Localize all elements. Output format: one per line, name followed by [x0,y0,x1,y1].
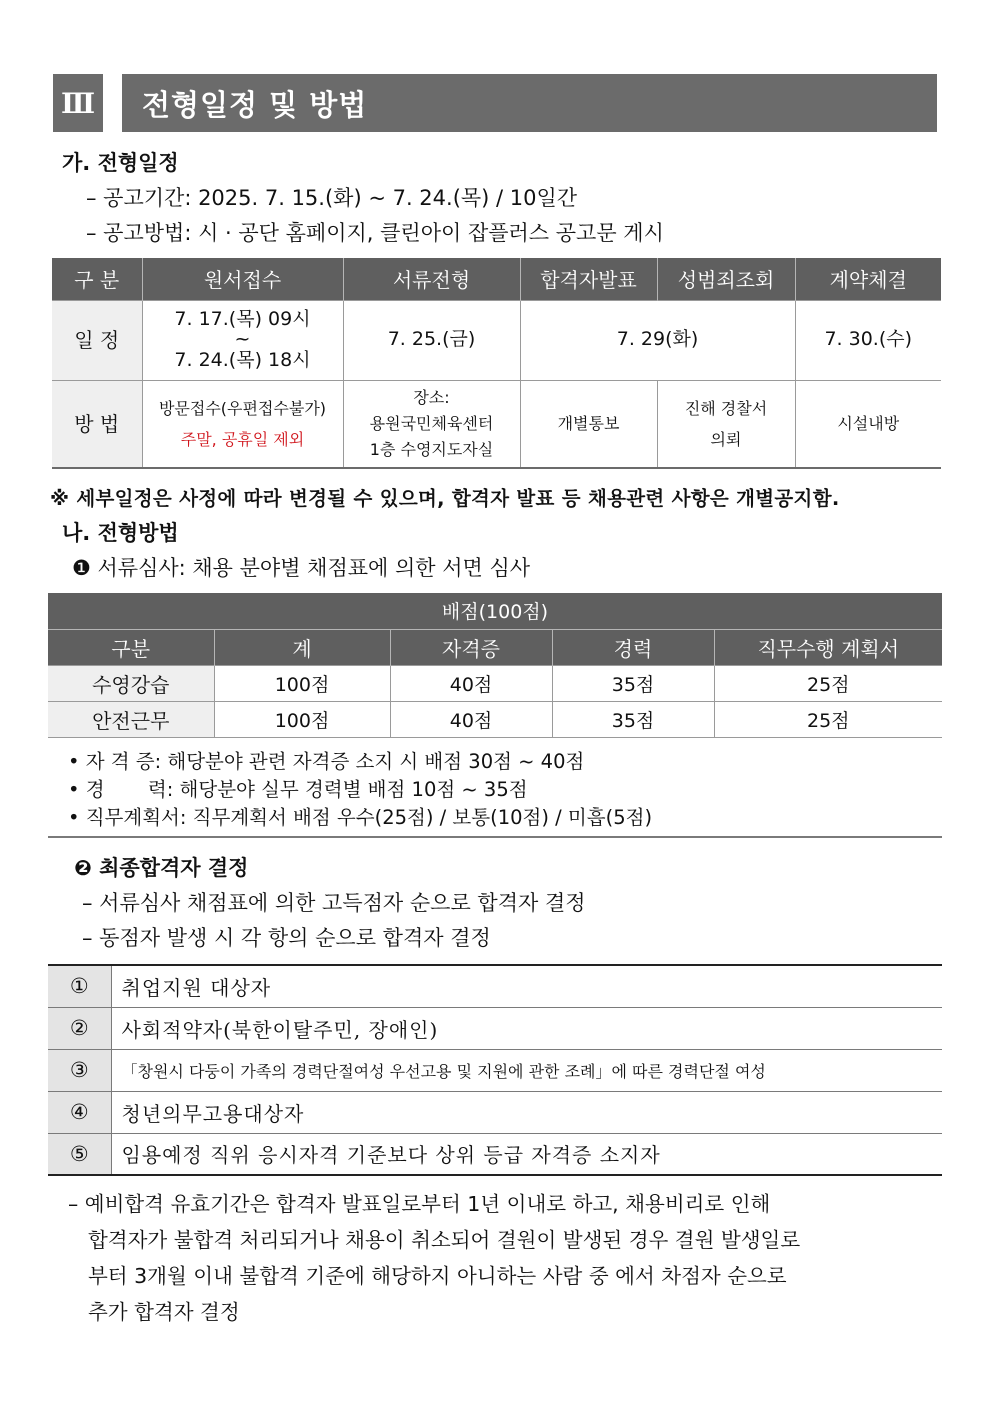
check-method [657,380,795,468]
reserve-line: 부터 3개월 이내 불합격 기준에 해당하지 아니하는 사람 중 에서 차점자 순으로 [88,1264,787,1288]
score-cell: 100점 [214,665,390,701]
row-label-schedule: 일 정 [52,300,142,380]
step1-document-review: ❶ 서류심사: 채용 분야별 채점표에 의한 서면 심사 [72,556,531,580]
announce-method: 개별통보 [520,380,657,468]
priority-number: ④ [48,1091,111,1133]
score-cell: 40점 [390,701,552,737]
receipt-dates [142,300,343,380]
score-cell: 35점 [552,665,714,701]
contract-method: 시설내방 [795,380,941,468]
step2-line-tie: – 동점자 발생 시 각 항의 순으로 합격자 결정 [82,926,491,950]
row-label-method: 방 법 [52,380,142,468]
step2-line-score: – 서류심사 채점표에 의한 고득점자 순으로 합격자 결정 [82,891,586,915]
check-method-line1: 진해 경찰서 [684,398,768,418]
reserve-line: 추가 합격자 결정 [88,1300,240,1324]
score-header-license: 자격증 [390,629,552,665]
reserve-line: – 예비합격 유효기간은 합격자 발표일로부터 1년 이내로 하고, 채용비리로 인해 [68,1192,771,1216]
contract-date: 7. 30.(수) [795,300,941,380]
document-place-label: 장소: [413,388,450,408]
priority-row [48,965,942,1007]
score-cell: 35점 [552,701,714,737]
score-header-category: 구분 [48,629,214,665]
receipt-end: 7. 24.(목) 18시 [174,348,311,371]
schedule-table [52,258,941,469]
score-header-total: 계 [214,629,390,665]
priority-text: 「창원시 다둥이 가족의 경력단절여성 우선고용 및 지원에 관한 조례」에 따른 경력단절 여성 [121,1061,766,1081]
score-cell: 수영강습 [48,665,214,701]
score-row [48,701,942,737]
schedule-header-row [52,258,941,300]
receipt-method [142,380,343,468]
score-title-row [48,593,942,629]
header-contract: 계약체결 [795,258,941,300]
score-cell: 안전근무 [48,701,214,737]
priority-text: 임용예정 직위 응시자격 기준보다 상위 등급 자격증 소지자 [121,1143,661,1168]
document-place-name: 용원국민체육센터 [369,413,494,433]
priority-text: 청년의무고용대상자 [121,1101,305,1126]
bullet-license: • 자 격 증: 해당분야 관련 자격증 소지 시 배점 30점 ~ 40점 [68,750,585,773]
score-table [48,593,942,738]
score-row [48,665,942,701]
receipt-start: 7. 17.(목) 09시 [174,307,311,330]
score-cell: 25점 [714,701,942,737]
receipt-tilde: ~ [234,328,251,351]
notice-method: – 공고방법: 시 · 공단 홈페이지, 클린아이 잡플러스 공고문 게시 [86,221,664,245]
document-date: 7. 25.(금) [343,300,520,380]
score-cell: 25점 [714,665,942,701]
score-header-career: 경력 [552,629,714,665]
check-method-line2: 의뢰 [710,429,742,449]
schedule-row-methods [52,380,941,468]
priority-row [48,1133,942,1175]
step2-final-decision: ❷ 최종합격자 결정 [74,856,249,880]
score-cell: 40점 [390,665,552,701]
priority-number: ⑤ [48,1133,111,1175]
header-category: 구 분 [52,258,142,300]
announce-check-date: 7. 29(화) [520,300,795,380]
score-cell: 100점 [214,701,390,737]
score-header-row [48,629,942,665]
schedule-heading: 가. 전형일정 [62,151,179,175]
priority-row [48,1049,942,1091]
receipt-method-exception: 주말, 공휴일 제외 [180,429,305,449]
schedule-note: ※ 세부일정은 사정에 따라 변경될 수 있으며, 합격자 발표 등 채용관련 사항은 개별공지함. [50,487,840,510]
priority-table [48,964,942,1176]
bullet-plan: • 직무계획서: 직무계획서 배점 우수(25점) / 보통(10점) / 미흡(5점) [68,806,653,829]
priority-row [48,1007,942,1049]
divider [48,836,942,838]
priority-number: ① [48,965,111,1007]
priority-row [48,1091,942,1133]
priority-number: ③ [48,1049,111,1091]
document-place-room: 1층 수영지도자실 [369,439,494,459]
section-title: 전형일정 및 방법 [122,74,937,132]
priority-number: ② [48,1007,111,1049]
priority-text: 사회적약자(북한이탈주민, 장애인) [121,1017,439,1042]
schedule-row-dates [52,300,941,380]
section-number: Ⅲ [53,74,103,132]
reserve-paragraph [68,1186,948,1330]
method-heading: 나. 전형방법 [62,521,179,545]
receipt-method-main: 방문접수(우편접수불가) [158,398,327,418]
reserve-line: 합격자가 불합격 처리되거나 채용이 취소되어 결원이 발생된 경우 결원 발생일로 [88,1228,801,1252]
header-document: 서류전형 [343,258,520,300]
notice-period: – 공고기간: 2025. 7. 15.(화) ~ 7. 24.(목) / 10일간 [86,186,578,210]
header-announce: 합격자발표 [520,258,657,300]
document-place [343,380,520,468]
score-title: 배점(100점) [48,593,942,629]
header-check: 성범죄조회 [657,258,795,300]
priority-text: 취업지원 대상자 [121,975,272,1000]
bullet-career: • 경 력: 해당분야 실무 경력별 배점 10점 ~ 35점 [68,778,528,801]
header-receipt: 원서접수 [142,258,343,300]
score-header-plan: 직무수행 계획서 [714,629,942,665]
